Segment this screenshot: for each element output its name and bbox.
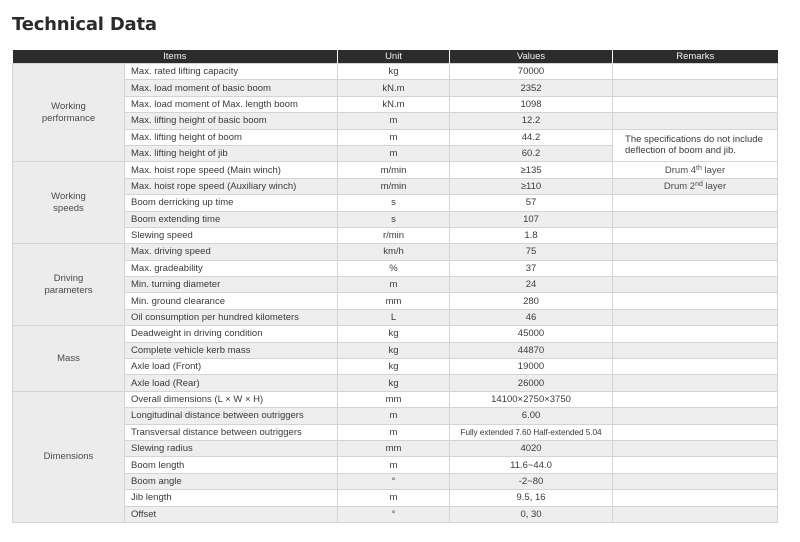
unit-cell: m xyxy=(338,277,450,293)
value-cell: 9.5, 16 xyxy=(450,490,613,506)
value-cell: 12.2 xyxy=(450,113,613,129)
remark-suffix: layer xyxy=(701,164,726,176)
unit-cell: kg xyxy=(338,64,450,80)
table-row xyxy=(13,162,778,178)
remark-sup: nd xyxy=(695,180,703,188)
item-cell: Deadweight in driving condition xyxy=(125,326,338,342)
value-cell: 24 xyxy=(450,277,613,293)
table-row xyxy=(13,178,778,194)
table-row xyxy=(13,457,778,473)
header-unit: Unit xyxy=(338,50,450,64)
item-cell: Min. turning diameter xyxy=(125,277,338,293)
item-cell: Jib length xyxy=(125,490,338,506)
remark-cell xyxy=(613,64,778,80)
remark-cell xyxy=(613,490,778,506)
table-row xyxy=(13,408,778,424)
table-row xyxy=(13,326,778,342)
table-row xyxy=(13,309,778,325)
table-header-row xyxy=(13,50,778,64)
unit-cell: mm xyxy=(338,391,450,407)
remark-cell xyxy=(613,277,778,293)
remark-cell xyxy=(613,293,778,309)
item-cell: Slewing speed xyxy=(125,227,338,243)
item-cell: Min. ground clearance xyxy=(125,293,338,309)
remark-cell xyxy=(613,457,778,473)
value-cell: 60.2 xyxy=(450,145,613,161)
remark-cell xyxy=(613,227,778,243)
value-cell: 70000 xyxy=(450,64,613,80)
table-row xyxy=(13,277,778,293)
remark-prefix: Drum 2 xyxy=(663,180,696,192)
item-cell: Max. lifting height of jib xyxy=(125,145,338,161)
unit-cell: m xyxy=(338,113,450,129)
header-values: Values xyxy=(450,50,613,64)
unit-cell: mm xyxy=(338,440,450,456)
unit-cell: L xyxy=(338,309,450,325)
value-cell: ≥135 xyxy=(450,162,613,178)
table-row xyxy=(13,440,778,456)
remark-sup: th xyxy=(696,164,702,172)
item-cell: Max. driving speed xyxy=(125,244,338,260)
table-body xyxy=(13,64,778,523)
value-cell: 57 xyxy=(450,195,613,211)
value-cell: 44870 xyxy=(450,342,613,358)
group-label: Driving parameters xyxy=(13,244,125,326)
unit-cell: s xyxy=(338,195,450,211)
remark-suffix: layer xyxy=(702,180,727,192)
table-row xyxy=(13,260,778,276)
item-cell: Boom extending time xyxy=(125,211,338,227)
value-cell: 2352 xyxy=(450,80,613,96)
item-cell: Oil consumption per hundred kilometers xyxy=(125,309,338,325)
remark-deflection-note: The specifications do not include deflection of boom and jib. xyxy=(613,129,778,162)
value-cell: 37 xyxy=(450,260,613,276)
group-label: Dimensions xyxy=(13,391,125,522)
technical-data-table xyxy=(12,50,778,523)
remark-cell xyxy=(613,359,778,375)
item-cell: Longitudinal distance between outriggers xyxy=(125,408,338,424)
table-row xyxy=(13,490,778,506)
value-cell: 1098 xyxy=(450,96,613,112)
value-cell: 46 xyxy=(450,309,613,325)
table-row xyxy=(13,64,778,80)
unit-cell: kg xyxy=(338,326,450,342)
item-cell: Max. hoist rope speed (Auxiliary winch) xyxy=(125,178,338,194)
unit-cell: s xyxy=(338,211,450,227)
remark-cell xyxy=(613,342,778,358)
item-cell: Max. hoist rope speed (Main winch) xyxy=(125,162,338,178)
remark-cell xyxy=(613,244,778,260)
table-row xyxy=(13,473,778,489)
unit-cell: m/min xyxy=(338,162,450,178)
table-row xyxy=(13,293,778,309)
unit-cell: mm xyxy=(338,293,450,309)
unit-cell: % xyxy=(338,260,450,276)
table-row xyxy=(13,113,778,129)
item-cell: Transversal distance between outriggers xyxy=(125,424,338,440)
unit-cell: m xyxy=(338,424,450,440)
header-remarks: Remarks xyxy=(613,50,778,64)
remark-cell xyxy=(613,260,778,276)
item-cell: Max. lifting height of boom xyxy=(125,129,338,145)
item-cell: Max. load moment of Max. length boom xyxy=(125,96,338,112)
remark-cell xyxy=(613,113,778,129)
item-cell: Boom derricking up time xyxy=(125,195,338,211)
table-row xyxy=(13,424,778,440)
unit-cell: kg xyxy=(338,342,450,358)
table-row xyxy=(13,359,778,375)
unit-cell: m/min xyxy=(338,178,450,194)
value-cell: -2~80 xyxy=(450,473,613,489)
remark-cell xyxy=(613,80,778,96)
item-cell: Max. rated lifting capacity xyxy=(125,64,338,80)
unit-cell: ° xyxy=(338,473,450,489)
table-row xyxy=(13,375,778,391)
remark-cell xyxy=(613,424,778,440)
remark-cell xyxy=(613,375,778,391)
value-cell: 280 xyxy=(450,293,613,309)
item-cell: Max. lifting height of basic boom xyxy=(125,113,338,129)
unit-cell: m xyxy=(338,490,450,506)
value-cell: 1.8 xyxy=(450,227,613,243)
remark-cell xyxy=(613,473,778,489)
table-row xyxy=(13,227,778,243)
table-row xyxy=(13,195,778,211)
item-cell: Offset xyxy=(125,506,338,522)
value-cell: Fully extended 7.60 Half-extended 5.04 xyxy=(450,424,613,440)
remark-cell xyxy=(613,326,778,342)
remark-cell xyxy=(613,309,778,325)
table-row xyxy=(13,80,778,96)
remark-cell xyxy=(613,440,778,456)
unit-cell: m xyxy=(338,408,450,424)
value-cell: 75 xyxy=(450,244,613,260)
remark-drum-layer xyxy=(613,162,778,178)
unit-cell: km/h xyxy=(338,244,450,260)
value-cell: 0, 30 xyxy=(450,506,613,522)
remark-cell xyxy=(613,211,778,227)
table-row xyxy=(13,244,778,260)
item-cell: Slewing radius xyxy=(125,440,338,456)
unit-cell: m xyxy=(338,457,450,473)
header-items: Items xyxy=(13,50,338,64)
table-row xyxy=(13,391,778,407)
remark-cell xyxy=(613,195,778,211)
item-cell: Max. load moment of basic boom xyxy=(125,80,338,96)
group-label: Working speeds xyxy=(13,162,125,244)
item-cell: Boom angle xyxy=(125,473,338,489)
item-cell: Complete vehicle kerb mass xyxy=(125,342,338,358)
unit-cell: kN.m xyxy=(338,96,450,112)
value-cell: 19000 xyxy=(450,359,613,375)
unit-cell: r/min xyxy=(338,227,450,243)
item-cell: Axle load (Rear) xyxy=(125,375,338,391)
group-label: Working performance xyxy=(13,64,125,162)
value-cell: 11.6~44.0 xyxy=(450,457,613,473)
value-cell: 107 xyxy=(450,211,613,227)
remark-drum-layer xyxy=(613,178,778,194)
table-row xyxy=(13,96,778,112)
unit-cell: ° xyxy=(338,506,450,522)
group-label: Mass xyxy=(13,326,125,392)
value-cell: ≥110 xyxy=(450,178,613,194)
unit-cell: kg xyxy=(338,375,450,391)
value-cell: 4020 xyxy=(450,440,613,456)
item-cell: Boom length xyxy=(125,457,338,473)
item-cell: Axle load (Front) xyxy=(125,359,338,375)
remark-prefix: Drum 4 xyxy=(664,164,697,176)
remark-cell xyxy=(613,506,778,522)
item-cell: Max. gradeability xyxy=(125,260,338,276)
unit-cell: m xyxy=(338,145,450,161)
remark-cell xyxy=(613,408,778,424)
unit-cell: kN.m xyxy=(338,80,450,96)
value-cell: 26000 xyxy=(450,375,613,391)
item-cell: Overall dimensions (L × W × H) xyxy=(125,391,338,407)
remark-cell xyxy=(613,96,778,112)
unit-cell: m xyxy=(338,129,450,145)
table-row xyxy=(13,129,778,145)
value-cell: 45000 xyxy=(450,326,613,342)
value-cell: 6.00 xyxy=(450,408,613,424)
table-row xyxy=(13,506,778,522)
page-title: Technical Data xyxy=(12,14,157,35)
unit-cell: kg xyxy=(338,359,450,375)
value-cell: 14100×2750×3750 xyxy=(450,391,613,407)
table-row xyxy=(13,342,778,358)
table-row xyxy=(13,211,778,227)
remark-cell xyxy=(613,391,778,407)
value-cell: 44.2 xyxy=(450,129,613,145)
